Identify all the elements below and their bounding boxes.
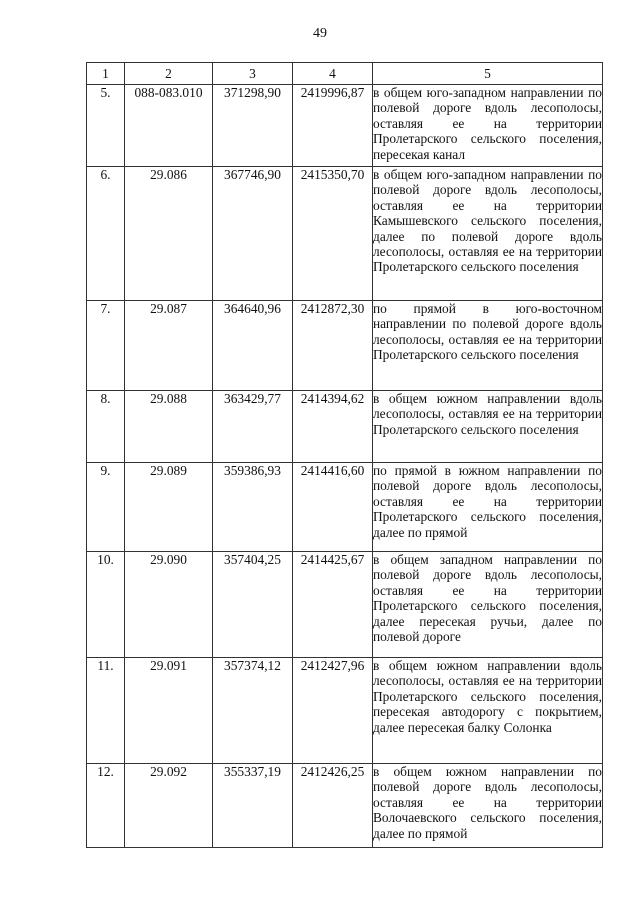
row-number: 11. xyxy=(87,658,125,764)
x-coordinate: 364640,96 xyxy=(213,301,293,391)
table-body xyxy=(87,85,603,848)
page-number: 49 xyxy=(313,26,327,41)
row-number: 12. xyxy=(87,764,125,848)
column-header-x-coordinate: 3 xyxy=(213,63,293,85)
y-coordinate: 2419996,87 xyxy=(293,85,373,167)
boundary-description: по прямой в юго-восточном направлении по полевой дороге вдоль лесополосы, оставляя ее на территории Пролетарского сельского поселения xyxy=(373,301,603,391)
row-number: 8. xyxy=(87,391,125,463)
row-number: 6. xyxy=(87,167,125,301)
table-row xyxy=(87,301,603,391)
y-coordinate: 2414416,60 xyxy=(293,463,373,552)
row-number: 9. xyxy=(87,463,125,552)
table-row xyxy=(87,552,603,658)
column-header-y-coordinate: 4 xyxy=(293,63,373,85)
y-coordinate: 2414394,62 xyxy=(293,391,373,463)
table-header-row xyxy=(87,63,603,85)
y-coordinate: 2412872,30 xyxy=(293,301,373,391)
row-number: 10. xyxy=(87,552,125,658)
boundary-points-table xyxy=(86,62,603,848)
boundary-description: в общем южном направлении по полевой дороге вдоль лесополосы, оставляя ее на территории Волочаевского сельского поселения, далее по прямой xyxy=(373,764,603,848)
table-row xyxy=(87,463,603,552)
x-coordinate: 359386,93 xyxy=(213,463,293,552)
table-row xyxy=(87,167,603,301)
x-coordinate: 357404,25 xyxy=(213,552,293,658)
x-coordinate: 367746,90 xyxy=(213,167,293,301)
y-coordinate: 2412426,25 xyxy=(293,764,373,848)
row-number: 5. xyxy=(87,85,125,167)
point-code: 29.090 xyxy=(125,552,213,658)
boundary-description: по прямой в южном направлении по полевой дороге вдоль лесополосы, оставляя ее на территории Пролетарского сельского поселения, далее по прямой xyxy=(373,463,603,552)
table-row xyxy=(87,764,603,848)
x-coordinate: 357374,12 xyxy=(213,658,293,764)
x-coordinate: 371298,90 xyxy=(213,85,293,167)
point-code: 29.086 xyxy=(125,167,213,301)
y-coordinate: 2414425,67 xyxy=(293,552,373,658)
y-coordinate: 2415350,70 xyxy=(293,167,373,301)
boundary-description: в общем юго-западном направлении по полевой дороге вдоль лесополосы, оставляя ее на территории Пролетарского сельского поселения, пересекая канал xyxy=(373,85,603,167)
point-code: 088-083.010 xyxy=(125,85,213,167)
column-header-description: 5 xyxy=(373,63,603,85)
column-header-number: 1 xyxy=(87,63,125,85)
column-header-point-code: 2 xyxy=(125,63,213,85)
table-header xyxy=(87,63,603,85)
boundary-description: в общем западном направлении по полевой дороге вдоль лесополосы, оставляя ее на территории Пролетарского сельского поселения, далее пересекая ручьи, далее по полевой дороге xyxy=(373,552,603,658)
x-coordinate: 355337,19 xyxy=(213,764,293,848)
table-row xyxy=(87,658,603,764)
x-coordinate: 363429,77 xyxy=(213,391,293,463)
table-row xyxy=(87,85,603,167)
point-code: 29.091 xyxy=(125,658,213,764)
point-code: 29.088 xyxy=(125,391,213,463)
boundary-description: в общем южном направлении вдоль лесополосы, оставляя ее на территории Пролетарского сельского поселения xyxy=(373,391,603,463)
boundary-description: в общем южном направлении вдоль лесополосы, оставляя ее на территории Пролетарского сельского поселения, пересекая автодорогу с покрытием, далее пересекая балку Солонка xyxy=(373,658,603,764)
table-row xyxy=(87,391,603,463)
point-code: 29.092 xyxy=(125,764,213,848)
point-code: 29.089 xyxy=(125,463,213,552)
point-code: 29.087 xyxy=(125,301,213,391)
boundary-description: в общем юго-западном направлении по полевой дороге вдоль лесополосы, оставляя ее на территории Камышевского сельского поселения, далее по полевой дороге вдоль лесополосы, оставляя ее на территории Пролетарского сельского поселения xyxy=(373,167,603,301)
y-coordinate: 2412427,96 xyxy=(293,658,373,764)
row-number: 7. xyxy=(87,301,125,391)
